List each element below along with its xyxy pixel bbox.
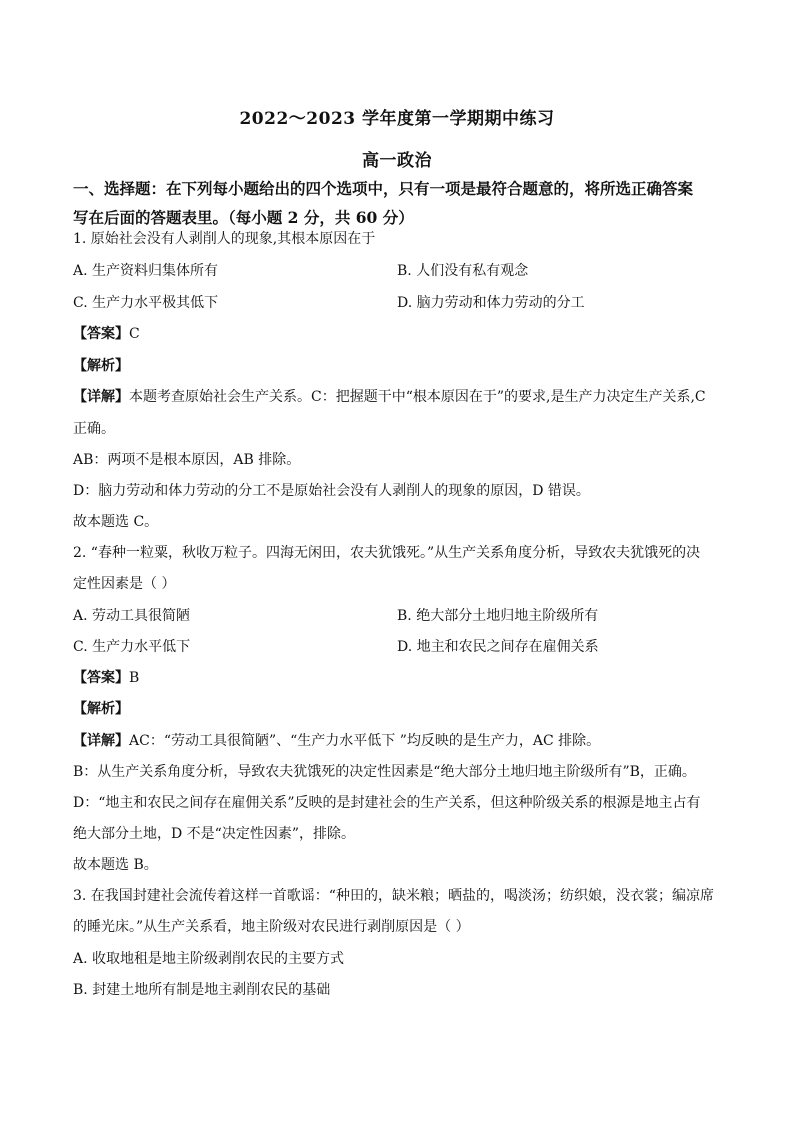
- section-heading-line-1: 一、选择题：在下列每小题给出的四个选项中，只有一项是最符合题意的，将所选正确答案: [73, 179, 694, 198]
- q1-detail-line-2: 正确。: [73, 421, 115, 437]
- q1-option-b: B. 人们没有私有观念: [397, 263, 529, 279]
- q2-analysis-label: [73, 699, 733, 719]
- q2-detail-line-4: 绝大部分土地，D 不是“决定性因素”，排除。: [73, 826, 355, 842]
- q3-stem-line-2: 的睡光床。”从生产关系看，地主阶级对农民进行剥削原因是（ ）: [73, 919, 470, 935]
- q1-detail-line-3: AB：两项不是根本原因，AB 排除。: [73, 452, 301, 468]
- page-title: 2022～2023 学年度第一学期期中练习: [239, 109, 555, 129]
- q2-detail-line-5: 故本题选 B。: [73, 857, 158, 873]
- q3-stem-line-1: 3. 在我国封建社会流传着这样一首歌谣：“种田的，缺米粮；晒盐的，喝淡汤；纺织娘，没衣裳；编凉席: [73, 888, 714, 904]
- q1-detail-line-1: [73, 387, 733, 407]
- q2-option-a: A. 劳动工具很简陋: [73, 608, 191, 624]
- detail-label: 【详解】: [73, 733, 129, 749]
- q2-stem-line-1: 2. “春种一粒粟，秋收万粒子。四海无闲田，农夫犹饿死。”从生产关系角度分析，导致农夫犹饿死的决: [73, 545, 701, 561]
- q1-option-a: A. 生产资料归集体所有: [73, 263, 219, 279]
- q2-option-d: D. 地主和农民之间存在雇佣关系: [397, 639, 599, 655]
- analysis-label: 【解析】: [73, 358, 129, 374]
- q1-option-c: C. 生产力水平极其低下: [73, 295, 219, 311]
- q2-detail-text-1: AC：“劳动工具很简陋”、“生产力水平低下 ”均反映的是生产力，AC 排除。: [129, 733, 601, 749]
- detail-label: 【详解】: [73, 389, 129, 405]
- q1-answer: [73, 324, 733, 344]
- q1-detail-line-5: 故本题选 C。: [73, 514, 159, 530]
- answer-label: 【答案】: [73, 670, 129, 686]
- q2-detail-line-2: B：从生产关系角度分析，导致农夫犹饿死的决定性因素是“绝大部分土地归地主阶级所有”B，正确。: [73, 764, 696, 780]
- q1-detail-text-1: 本题考查原始社会生产关系。C：把握题干中“根本原因在于”的要求,是生产力决定生产关系,C: [129, 389, 706, 405]
- q1-answer-value: C: [129, 326, 140, 342]
- q3-option-a: A. 收取地租是地主阶级剥削农民的主要方式: [73, 951, 345, 967]
- q2-stem-line-2: 定性因素是（ ）: [73, 576, 176, 592]
- q1-analysis-label: [73, 356, 733, 376]
- q2-detail-line-3: D：“地主和农民之间存在雇佣关系”反映的是封建社会的生产关系，但这种阶级关系的根源是地主占有: [73, 795, 701, 811]
- page-subtitle: 高一政治: [362, 151, 432, 171]
- answer-label: 【答案】: [73, 326, 129, 342]
- q1-detail-line-4: D：脑力劳动和体力劳动的分工不是原始社会没有人剥削人的现象的原因，D 错误。: [73, 483, 590, 499]
- q2-answer-value: B: [129, 670, 140, 686]
- q2-option-b: B. 绝大部分土地归地主阶级所有: [397, 608, 599, 624]
- q2-option-c: C. 生产力水平低下: [73, 639, 191, 655]
- section-heading-line-2: 写在后面的答题表里。（每小题 2 分，共 60 分）: [73, 208, 414, 227]
- q1-stem: 1. 原始社会没有人剥削人的现象,其根本原因在于: [73, 231, 376, 247]
- q2-answer: [73, 668, 733, 688]
- q3-option-b: B. 封建土地所有制是地主剥削农民的基础: [73, 982, 331, 998]
- q1-option-d: D. 脑力劳动和体力劳动的分工: [397, 295, 585, 311]
- analysis-label: 【解析】: [73, 701, 129, 717]
- q2-detail-line-1: [73, 731, 733, 751]
